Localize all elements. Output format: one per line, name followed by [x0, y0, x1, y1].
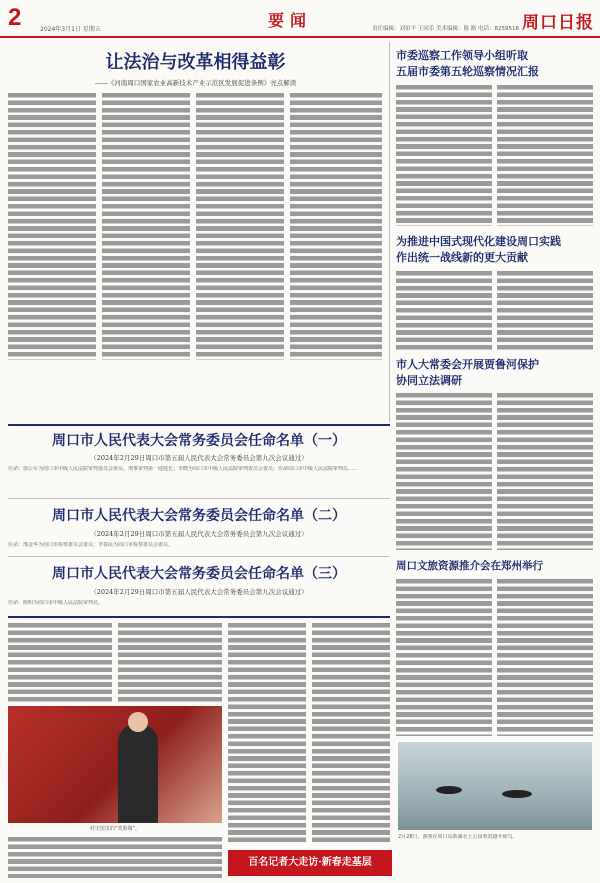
right-article-2-column-2: [497, 270, 593, 350]
person-figure: [118, 724, 158, 823]
bird-photo-caption: 2月28日，游客在周口东新湖水上公园观赏越冬候鸟。: [398, 834, 518, 840]
appointment-top-rule: [8, 424, 390, 426]
page-number: 2: [8, 4, 22, 31]
bottom-banner: 百名记者大走访·新春走基层: [228, 850, 392, 876]
appointment-1-subtitle: （2024年2月29日周口市第五届人民代表大会常务委员会第九次会议通过）: [90, 454, 308, 462]
main-article-column-4: [290, 92, 382, 360]
appointment-2-list: 任命：邢金华为周口市检察委员会委员；李春民为周口市检察委员会委员。: [8, 542, 174, 548]
appointment-2-title: 周口市人民代表大会常务委员会任命名单（二）: [52, 508, 346, 524]
right-article-3-column-2: [497, 392, 593, 550]
right-article-1-column-1: [396, 84, 492, 226]
issue-date: 2024年3月1日 星期五: [40, 26, 101, 33]
right-article-2-title-line2: 作出统一战线新的更大贡献: [396, 251, 528, 264]
appointment-3-subtitle: （2024年2月29日周口市第五届人民代表大会常务委员会第九次会议通过）: [90, 588, 308, 596]
main-article-subtitle: ——《河南周口国家农业高新技术产业示范区发展促进条例》亮点解读: [94, 79, 297, 87]
appointment-divider-2: [8, 556, 390, 557]
editor-line: 责任编辑：刘伯平 王同乐 美术编辑：陈 路 电话：8259516: [372, 26, 519, 32]
right-article-1-column-2: [497, 84, 593, 226]
feature-column-1-continued: [8, 836, 222, 878]
appointment-1-list: 任命：徐公军为周口市中级人民法院审判委员会委员、刑事审判第一庭庭长；李晓为周口市中级人民法院审判委员会委员；任命周口市中级人民法院审判员……: [8, 466, 359, 472]
feature-column-1: [8, 622, 112, 702]
appointment-divider-1: [8, 498, 390, 499]
right-article-2-column-1: [396, 270, 492, 350]
right-article-2-title-line1: 为推进中国式现代化建设周口实践: [396, 235, 561, 248]
main-article-title: 让法治与改革相得益彰: [105, 52, 286, 73]
feature-column-4: [312, 622, 390, 844]
right-article-3-title-line2: 协同立法调研: [396, 374, 462, 387]
right-article-4-column-2: [497, 578, 593, 736]
smiling-face-wall-photo: [8, 706, 222, 823]
column-divider: [389, 42, 390, 422]
right-article-4-title: 周口文旅资源推介会在郑州举行: [396, 560, 543, 572]
appointment-3-list: 任命：陈明为周口市中级人民法院审判员。: [8, 600, 104, 606]
right-article-1-title-line1: 市委巡察工作领导小组听取: [396, 49, 528, 62]
migratory-birds-photo: [398, 742, 592, 830]
appointment-1-title: 周口市人民代表大会常务委员会任命名单（一）: [52, 433, 346, 449]
person-head: [128, 712, 148, 732]
bird-1: [436, 786, 462, 794]
right-article-4-column-1: [396, 578, 492, 736]
newspaper-logo: 周口日报: [522, 13, 594, 33]
main-article-column-3: [196, 92, 284, 360]
bird-2: [502, 790, 532, 798]
right-article-1-title-line2: 五届市委第五轮巡察情况汇报: [396, 65, 539, 78]
feature-column-3: [228, 622, 306, 844]
right-article-3-column-1: [396, 392, 492, 550]
appointment-2-subtitle: （2024年2月29日周口市第五届人民代表大会常务委员会第九次会议通过）: [90, 530, 308, 538]
photo-caption: 村史馆里的“笑脸墙”。: [89, 826, 141, 832]
section-title: 要闻: [268, 11, 313, 30]
right-article-3-title-line1: 市人大常委会开展贾鲁河保护: [396, 358, 539, 371]
feature-column-2: [118, 622, 222, 702]
main-article-column-2: [102, 92, 190, 360]
appointment-3-title: 周口市人民代表大会常务委员会任命名单（三）: [52, 566, 346, 582]
main-article-column-1: [8, 92, 96, 360]
feature-top-rule: [8, 616, 390, 618]
